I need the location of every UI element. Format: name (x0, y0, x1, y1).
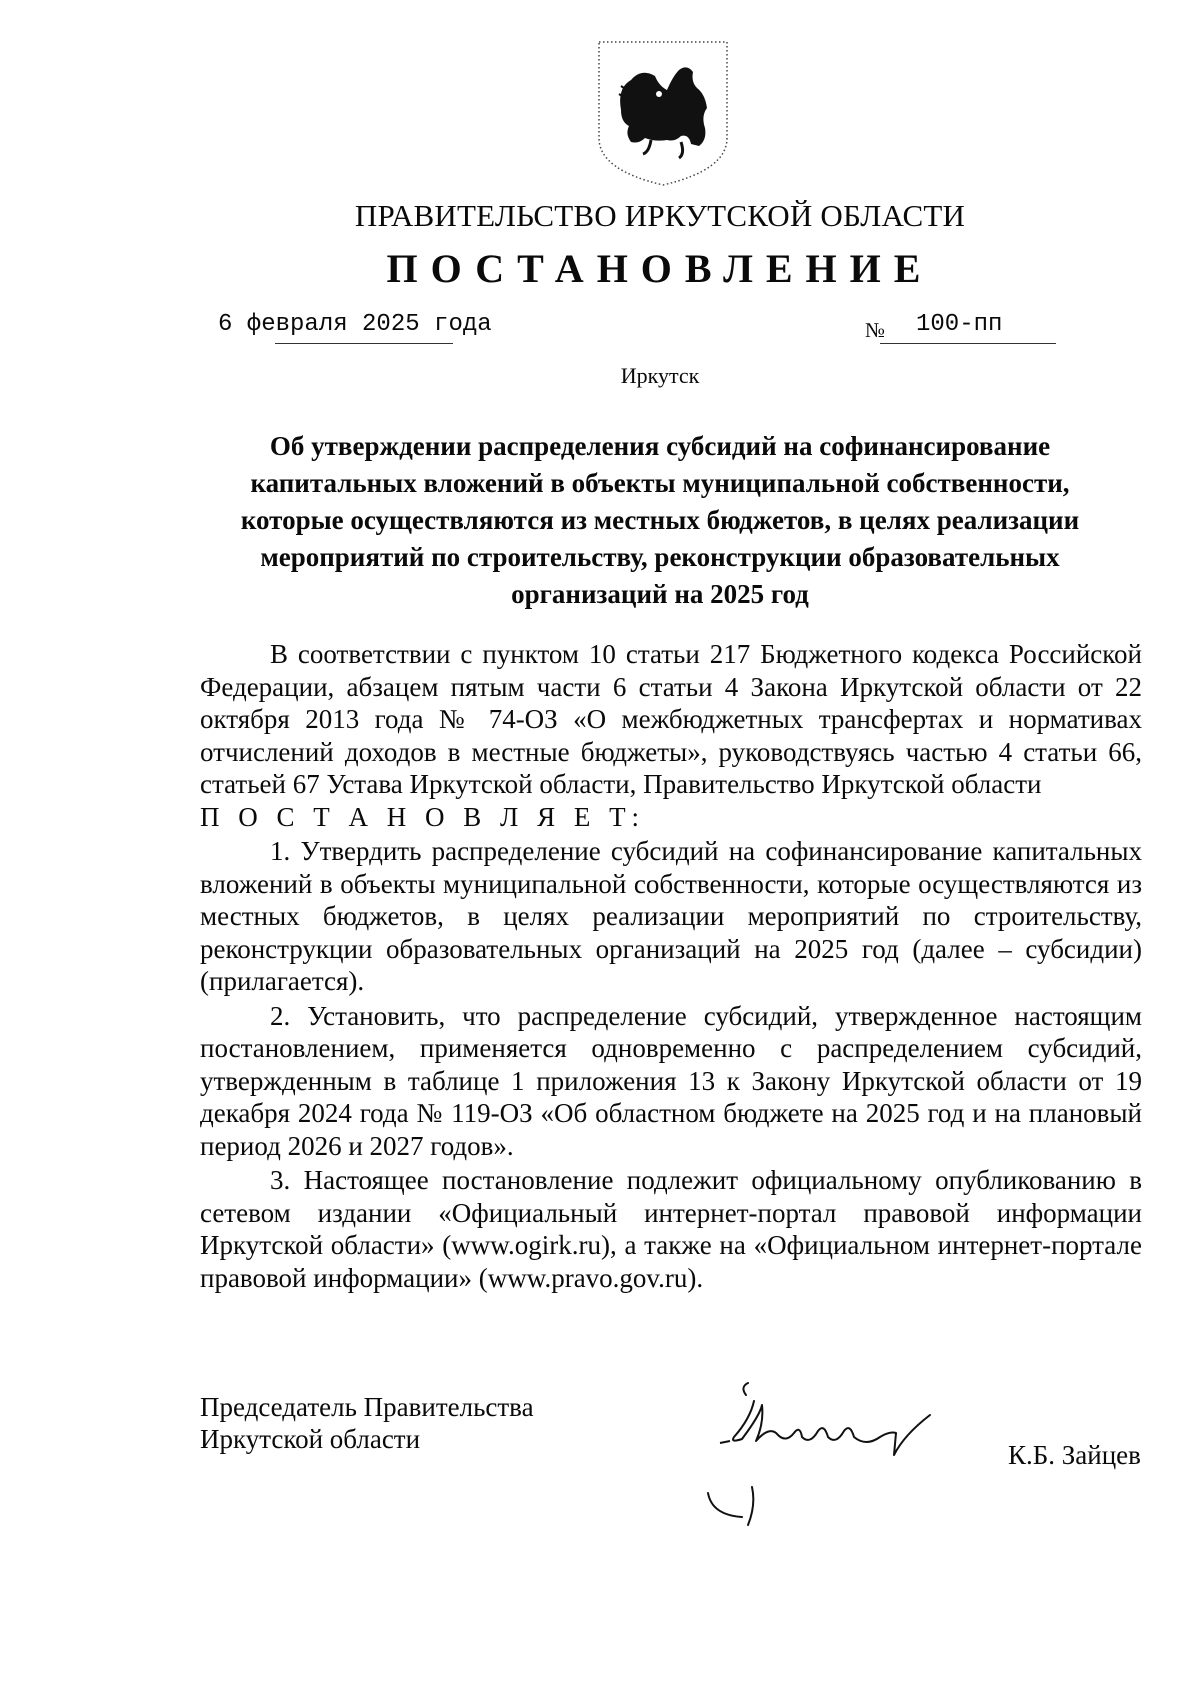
city: Иркутск (620, 363, 700, 388)
document-title: Об утверждении распределения субсидий на софинансирование капитальных вложений в объекты муниципальной собственности, которые осуществляются из местных бюджетов, в целях реализации мероприятий по строительству, реконструкции образовательных организаций на 2025 год (240, 431, 1080, 609)
number-label: № (865, 318, 886, 342)
number-underline (880, 343, 1056, 344)
document-body (200, 638, 1142, 1294)
government-name: ПРАВИТЕЛЬСТВО ИРКУТСКОЙ ОБЛАСТИ (354, 198, 966, 233)
document-number: 100-пп (916, 311, 1003, 338)
item-paragraph-1: 1. Утвердить распределение субсидий на софинансирование капитальных вложений в объекты муниципальной собственности, которые осуществляются из местных бюджетов, в целях реализации мероприятий по строительству, реконструкции образовательных организаций на 2025 год (далее – субсидии) (прилагается). (200, 836, 1142, 996)
document-type: ПОСТАНОВЛЕНИЕ (386, 246, 934, 291)
signer-name: К.Б. Зайцев (1008, 1440, 1141, 1470)
resolves-heading: П О С Т А Н О В Л Я Е Т: (200, 801, 646, 832)
document-date: 6 февраля 2025 года (218, 311, 492, 338)
item-paragraph-2: 2. Установить, что распределение субсидий, утвержденное настоящим постановлением, применяется одновременно с распределением субсидий, утвержденным в таблице 1 приложения 13 к Закону Иркутской области от 19 декабря 2024 года № 119-ОЗ «Об областном бюджете на 2025 год и на плановый период 2026 и 2027 годов». (200, 1000, 1142, 1161)
handwritten-signature (690, 1375, 960, 1535)
coat-of-arms-icon (595, 38, 731, 188)
signer-position (200, 1391, 534, 1455)
signer-position-line-1: Председатель Правительства (200, 1392, 534, 1422)
signer-position-line-2: Иркутской области (200, 1424, 421, 1454)
preamble-paragraph: В соответствии с пунктом 10 статьи 217 Бюджетного кодекса Российской Федерации, абзацем пятым части 6 статьи 4 Закона Иркутской области от 22 октября 2013 года № 74-ОЗ «О межбюджетных трансфертах и нормативах отчислений доходов в местные бюджеты», руководствуясь частью 4 статьи 66, статьей 67 Устава Иркутской области, Правительство Иркутской области (200, 639, 1142, 799)
date-underline (275, 343, 453, 344)
item-paragraph-3: 3. Настоящее постановление подлежит официальному опубликованию в сетевом издании «Официальный интернет-портал правовой информации Иркутской области» (www.ogirk.ru), а также на «Официальном интернет-портале правовой информации» (www.pravo.gov.ru). (200, 1165, 1142, 1293)
